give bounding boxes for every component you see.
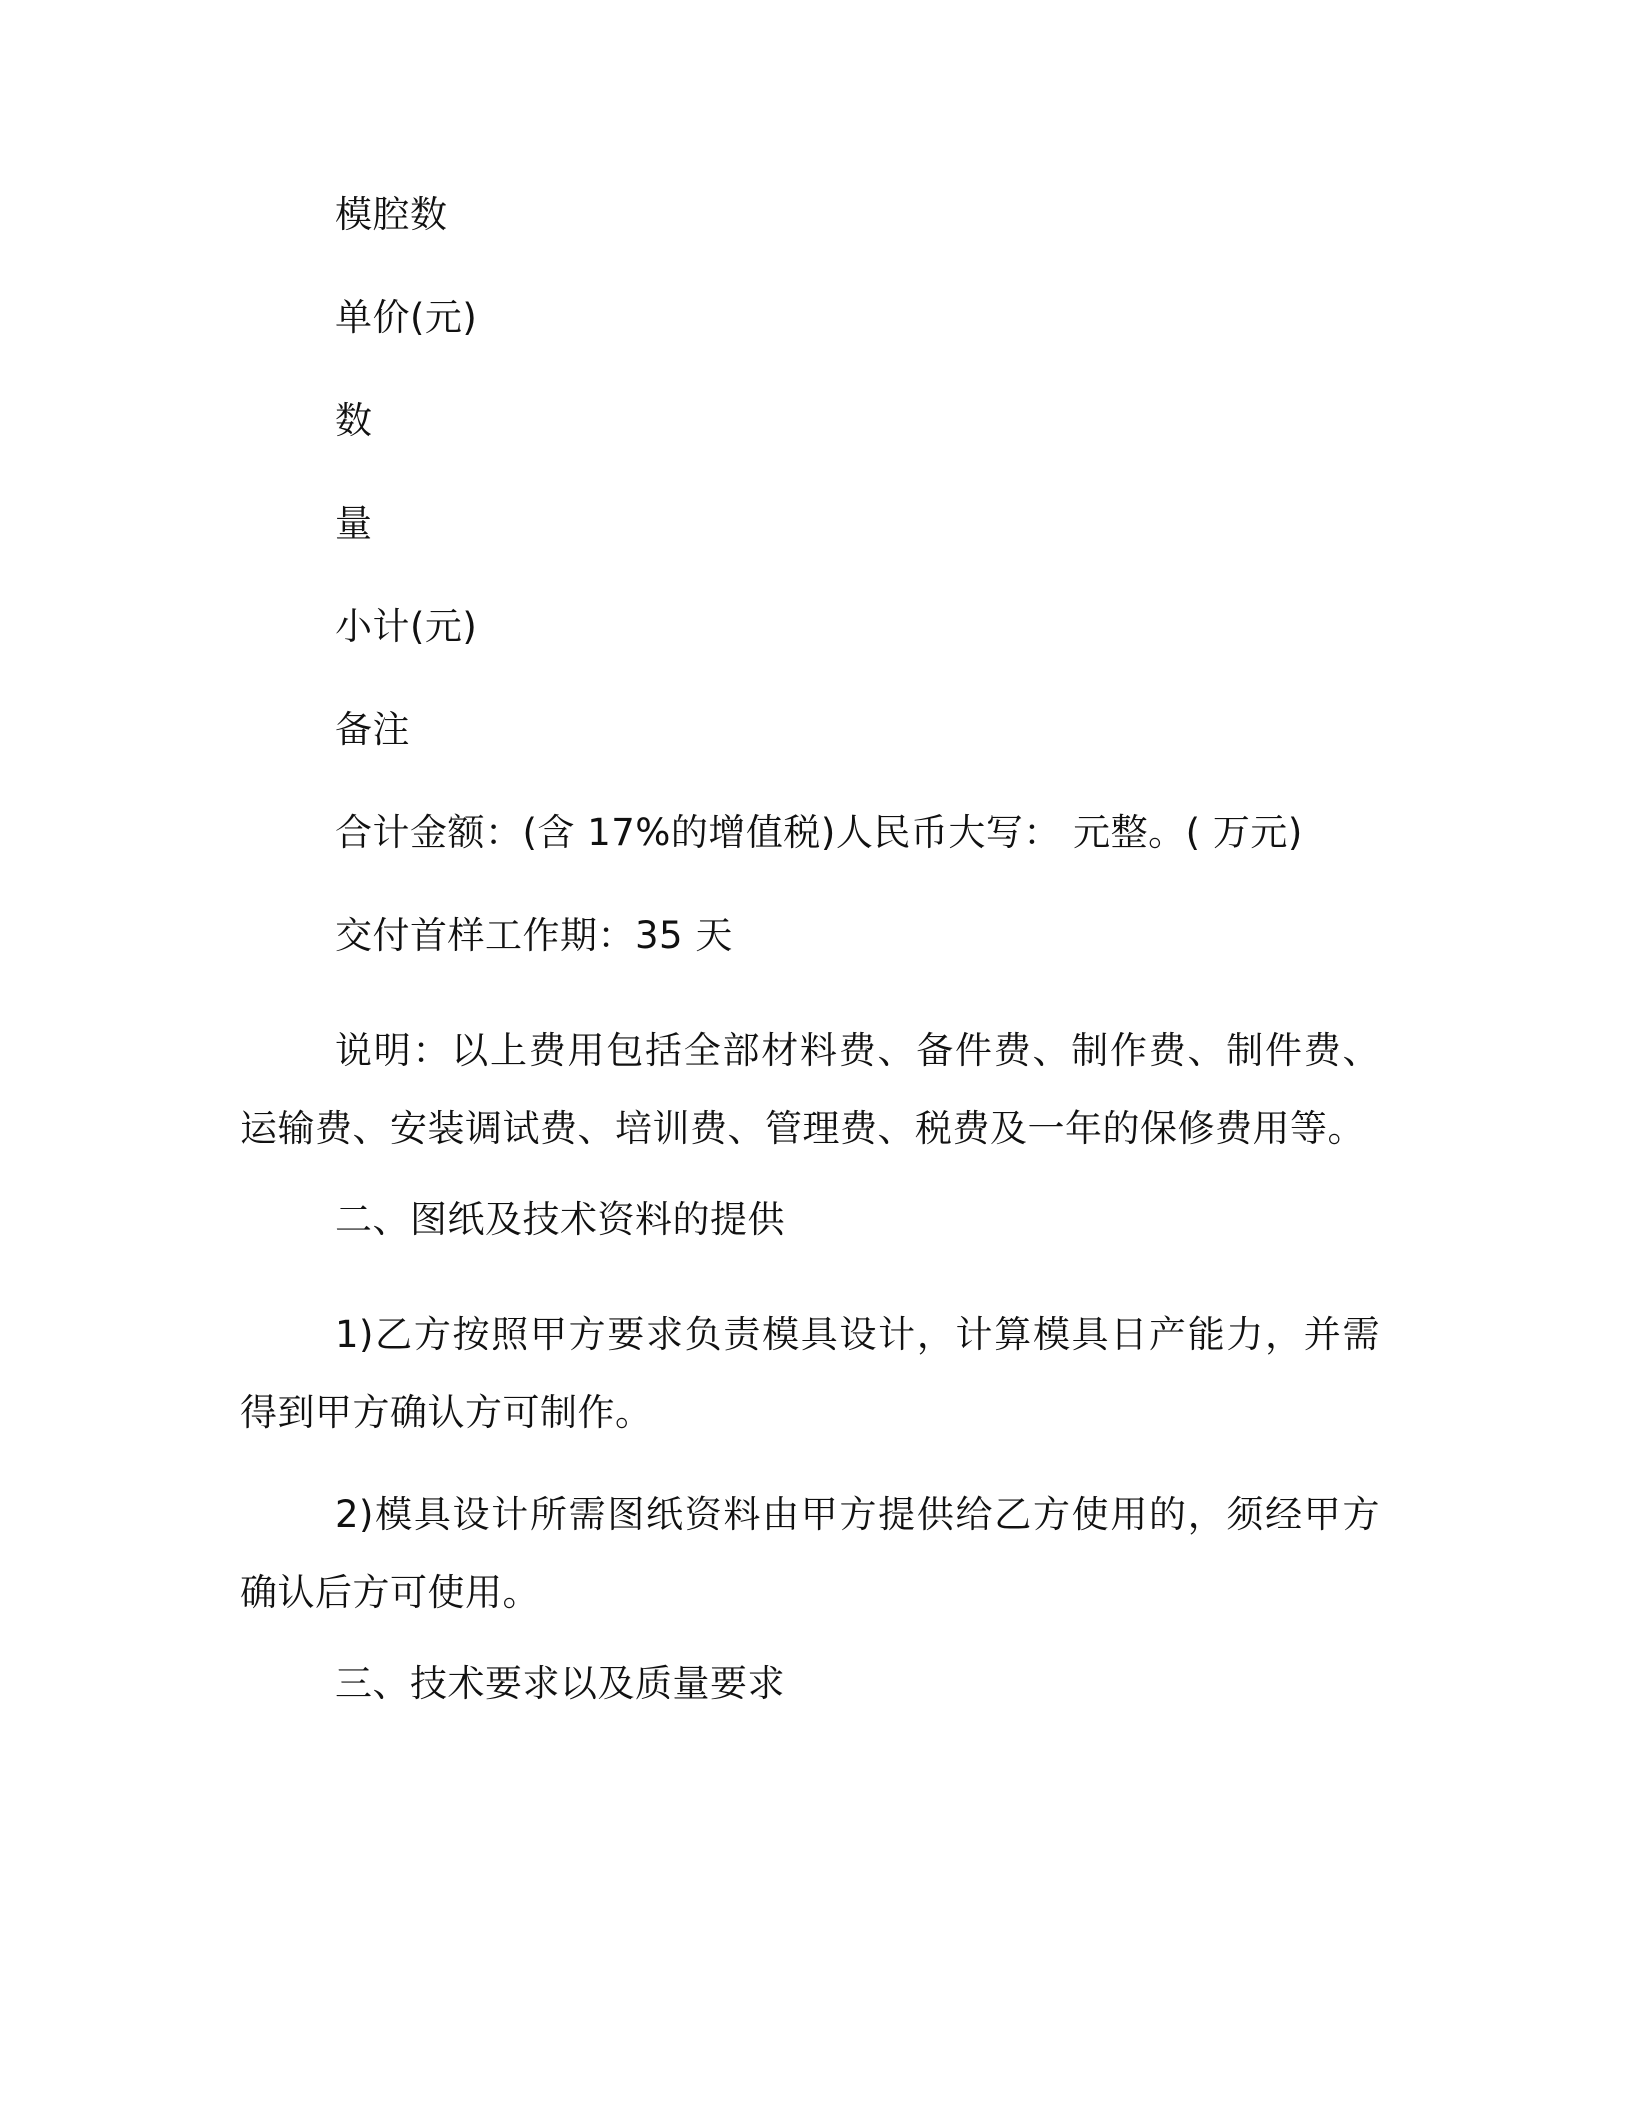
header-subtotal: 小计(元): [335, 605, 478, 648]
header-quantity-part-2: 量: [335, 502, 373, 545]
header-quantity-part-1: 数: [335, 399, 373, 442]
section-2-item-1: 1)乙方按照甲方要求负责模具设计，计算模具日产能力，并需得到甲方确认方可制作。: [240, 1313, 1380, 1434]
explanation-paragraph: 说明：以上费用包括全部材料费、备件费、制作费、制件费、运输费、安装调试费、培训费、管理费、税费及一年的保修费用等。: [240, 1029, 1380, 1150]
header-unit-price: 单价(元): [335, 296, 478, 339]
total-amount-line: 合计金额：(含 17%的增值税)人民币大写： 元整。( 万元): [335, 811, 1303, 854]
section-2-item-2: 2)模具设计所需图纸资料由甲方提供给乙方使用的，须经甲方确认后方可使用。: [240, 1493, 1380, 1614]
section-2-heading: 二、图纸及技术资料的提供: [335, 1198, 785, 1241]
section-3-heading: 三、技术要求以及质量要求: [335, 1662, 785, 1705]
header-remarks: 备注: [335, 708, 410, 751]
header-mold-cavities: 模腔数: [335, 193, 448, 236]
first-sample-period-line: 交付首样工作期：35 天: [335, 914, 733, 957]
